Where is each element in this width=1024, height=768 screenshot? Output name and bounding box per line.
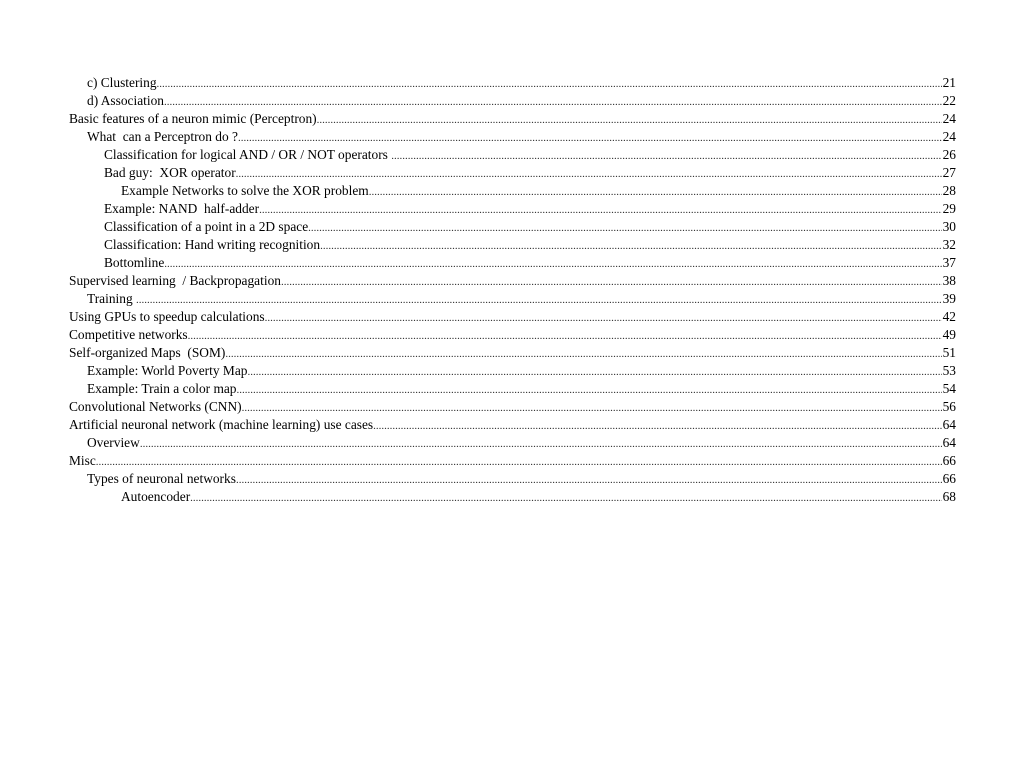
toc-entry-page: 54 — [942, 381, 956, 396]
toc-entry-title: Artificial neuronal network (machine learning) use cases — [69, 417, 374, 432]
toc-entry-title: Basic features of a neuron mimic (Perceptron) — [69, 111, 317, 126]
toc-entry-page: 37 — [942, 255, 956, 270]
toc-entry-page: 64 — [942, 435, 956, 450]
toc-entry[interactable] — [69, 200, 956, 218]
toc-entry-page: 32 — [942, 237, 956, 252]
toc-entry-page: 27 — [942, 165, 956, 180]
toc-entry[interactable] — [69, 254, 956, 272]
toc-entry-page: 21 — [942, 75, 956, 90]
toc-entry-title: Competitive networks — [69, 327, 188, 342]
toc-entry[interactable] — [69, 344, 956, 362]
toc-entry-title: Bad guy: XOR operator — [104, 165, 236, 180]
toc-entry[interactable] — [69, 434, 956, 452]
toc-entry-page: 24 — [942, 111, 956, 126]
toc-entry[interactable] — [69, 110, 956, 128]
toc-entry-page: 66 — [942, 471, 956, 486]
toc-entry-title: Training — [87, 291, 136, 306]
toc-entry[interactable] — [69, 470, 956, 488]
toc-entry[interactable] — [69, 74, 956, 92]
toc-dot-leader — [247, 363, 942, 380]
toc-entry-page: 66 — [942, 453, 956, 468]
toc-entry-page: 51 — [942, 345, 956, 360]
toc-dot-leader — [391, 147, 942, 164]
table-of-contents — [69, 74, 956, 506]
toc-entry-title: Self-organized Maps (SOM) — [69, 345, 226, 360]
toc-dot-leader — [188, 327, 942, 344]
toc-dot-leader — [317, 111, 942, 128]
toc-dot-leader — [225, 345, 942, 362]
toc-entry-title: Supervised learning / Backpropagation — [69, 273, 281, 288]
toc-entry-page: 26 — [942, 147, 956, 162]
toc-entry-title: c) Clustering — [87, 75, 157, 90]
toc-dot-leader — [259, 201, 942, 218]
toc-entry-title: Overview — [87, 435, 140, 450]
toc-dot-leader — [164, 255, 942, 272]
toc-entry[interactable] — [69, 380, 956, 398]
toc-entry-page: 53 — [942, 363, 956, 378]
toc-dot-leader — [308, 219, 942, 236]
toc-dot-leader — [96, 453, 942, 470]
toc-entry-title: Example Networks to solve the XOR problem — [121, 183, 369, 198]
toc-entry[interactable] — [69, 272, 956, 290]
toc-entry-title: Bottomline — [104, 255, 165, 270]
toc-entry-title: What can a Perceptron do ? — [87, 129, 238, 144]
toc-entry-page: 30 — [942, 219, 956, 234]
toc-entry-page: 56 — [942, 399, 956, 414]
toc-entry-page: 68 — [942, 489, 956, 504]
toc-dot-leader — [373, 417, 942, 434]
toc-entry-title: Classification for logical AND / OR / NOT operators — [104, 147, 392, 162]
toc-entry[interactable] — [69, 182, 956, 200]
toc-entry[interactable] — [69, 308, 956, 326]
toc-dot-leader — [236, 165, 942, 182]
toc-entry-title: Misc — [69, 453, 96, 468]
toc-dot-leader — [238, 129, 942, 146]
toc-entry-page: 22 — [942, 93, 956, 108]
toc-dot-leader — [157, 75, 942, 92]
toc-entry[interactable] — [69, 236, 956, 254]
toc-entry-page: 39 — [942, 291, 956, 306]
toc-entry-page: 38 — [942, 273, 956, 288]
toc-entry-page: 49 — [942, 327, 956, 342]
toc-entry-title: Using GPUs to speedup calculations — [69, 309, 265, 324]
toc-entry[interactable] — [69, 218, 956, 236]
toc-entry-title: d) Association — [87, 93, 164, 108]
toc-entry-title: Types of neuronal networks — [87, 471, 236, 486]
toc-entry-title: Autoencoder — [121, 489, 191, 504]
toc-dot-leader — [136, 291, 942, 308]
toc-dot-leader — [140, 435, 942, 452]
toc-entry-title: Convolutional Networks (CNN) — [69, 399, 242, 414]
toc-dot-leader — [236, 471, 942, 488]
toc-entry-page: 24 — [942, 129, 956, 144]
toc-dot-leader — [237, 381, 943, 398]
toc-entry[interactable] — [69, 164, 956, 182]
toc-entry[interactable] — [69, 146, 956, 164]
toc-entry-title: Example: World Poverty Map — [87, 363, 248, 378]
toc-dot-leader — [369, 183, 942, 200]
toc-dot-leader — [190, 489, 942, 506]
toc-dot-leader — [281, 273, 942, 290]
toc-entry[interactable] — [69, 452, 956, 470]
toc-entry[interactable] — [69, 92, 956, 110]
toc-entry-title: Example: NAND half-adder — [104, 201, 260, 216]
toc-entry[interactable] — [69, 290, 956, 308]
toc-entry-title: Classification: Hand writing recognition — [104, 237, 321, 252]
toc-dot-leader — [265, 309, 942, 326]
toc-entry[interactable] — [69, 128, 956, 146]
toc-entry[interactable] — [69, 416, 956, 434]
toc-entry[interactable] — [69, 398, 956, 416]
toc-dot-leader — [320, 237, 942, 254]
toc-entry[interactable] — [69, 488, 956, 506]
toc-entry-page: 64 — [942, 417, 956, 432]
toc-entry-title: Classification of a point in a 2D space — [104, 219, 309, 234]
toc-entry[interactable] — [69, 362, 956, 380]
toc-entry-page: 28 — [942, 183, 956, 198]
toc-entry-page: 42 — [942, 309, 956, 324]
toc-dot-leader — [242, 399, 942, 416]
toc-entry[interactable] — [69, 326, 956, 344]
toc-entry-title: Example: Train a color map — [87, 381, 237, 396]
toc-entry-page: 29 — [942, 201, 956, 216]
toc-dot-leader — [164, 93, 942, 110]
